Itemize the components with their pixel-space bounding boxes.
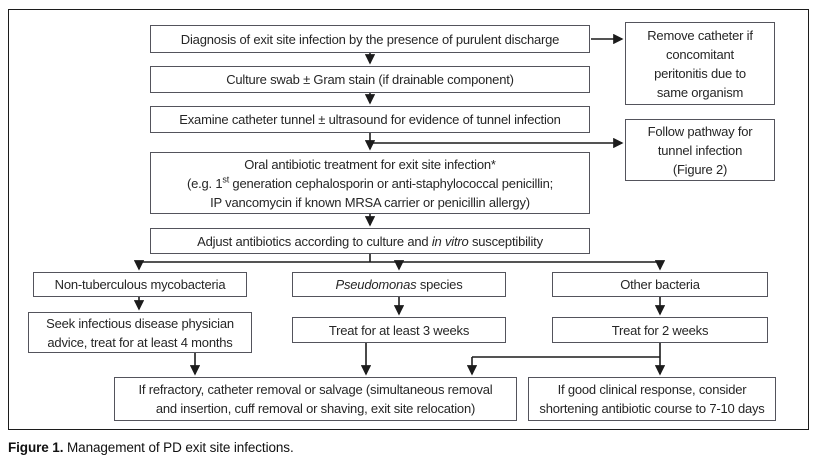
- oral-line3: IP vancomycin if known MRSA carrier or penicillin allergy): [210, 194, 530, 210]
- node-adjust-text: Adjust antibiotics according to culture and in vitro susceptibility: [197, 233, 543, 249]
- node-culture-swab: [150, 66, 590, 93]
- pseudomonas-italic: Pseudomonas: [335, 277, 417, 292]
- oral-line2: (e.g. 1st generation cephalosporin or anti-staphylococcal penicillin;: [186, 174, 554, 191]
- node-other-bacteria: [552, 272, 768, 297]
- node-oral-antibiotic: [150, 152, 590, 214]
- node-examine-tunnel: [150, 106, 590, 133]
- node-treat-3-weeks: [292, 317, 506, 343]
- node-non-tuberculous-text: Non-tuberculous mycobacteria: [54, 277, 226, 292]
- node-good-response: If good clinical response, consider shortening antibiotic course to 7-10 days: [528, 377, 776, 421]
- node-other-bacteria-text: Other bacteria: [620, 277, 700, 292]
- node-remove-catheter: Remove catheter if concomitant peritonitis due to same organism: [625, 22, 775, 105]
- node-pseudomonas: [292, 272, 506, 297]
- in-vitro-italic: in vitro: [431, 233, 469, 249]
- oral-line2-superscript: st: [222, 174, 230, 185]
- figure-caption-label: Figure 1.: [8, 440, 64, 455]
- node-follow-pathway: Follow pathway for tunnel infection (Figure 2): [625, 119, 775, 181]
- node-treat-2-weeks-text: Treat for 2 weeks: [611, 322, 709, 338]
- node-treat-3-weeks-text: Treat for at least 3 weeks: [328, 322, 470, 338]
- node-treat-2-weeks: [552, 317, 768, 343]
- node-diagnosis: [150, 25, 590, 53]
- oral-line1: Oral antibiotic treatment for exit site infection*: [244, 156, 496, 172]
- node-culture-swab-text: Culture swab ± Gram stain (if drainable component): [226, 72, 514, 87]
- figure-caption-text: Management of PD exit site infections.: [63, 440, 294, 455]
- node-diagnosis-text: Diagnosis of exit site infection by the presence of purulent discharge: [180, 31, 560, 47]
- node-adjust-antibiotics: [150, 228, 590, 254]
- node-refractory: If refractory, catheter removal or salvage (simultaneous removal and insertion, cuff removal or shaving, exit site relocation): [114, 377, 517, 421]
- node-non-tuberculous: [33, 272, 247, 297]
- figure-caption: [8, 440, 294, 455]
- node-seek-advice: Seek infectious disease physician advice, treat for at least 4 months: [28, 312, 252, 353]
- node-examine-tunnel-text: Examine catheter tunnel ± ultrasound for evidence of tunnel infection: [179, 112, 561, 127]
- node-pseudomonas-text: Pseudomonas species: [335, 277, 463, 292]
